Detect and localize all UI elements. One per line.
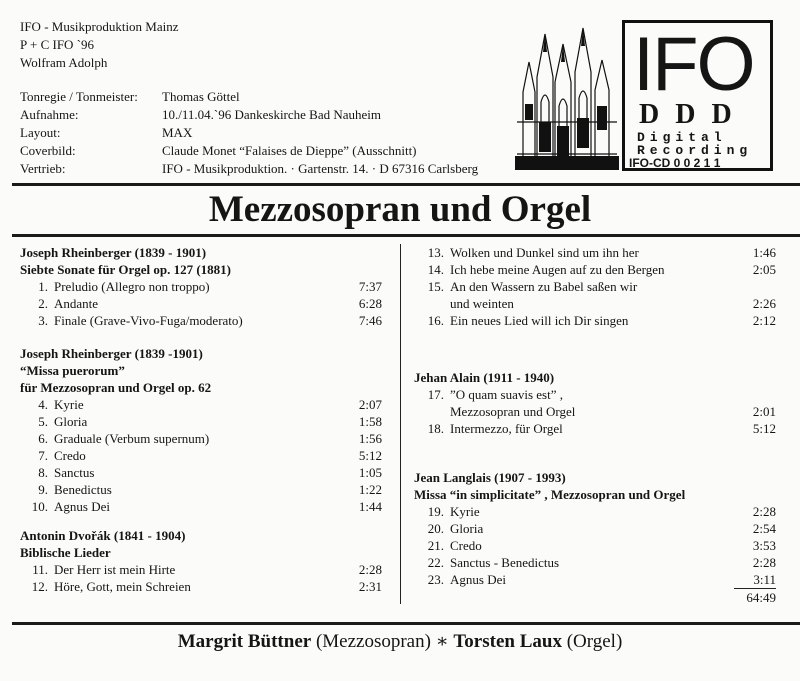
track-title: Ich hebe meine Augen auf zu den Bergen xyxy=(450,262,665,277)
track-number: 22. xyxy=(427,555,444,570)
track-title: Ein neues Lied will ich Dir singen xyxy=(450,313,629,328)
track-duration: 2:28 xyxy=(358,562,382,577)
track-row xyxy=(20,561,382,578)
credit-row xyxy=(20,160,478,178)
logo-digital: Digital xyxy=(637,130,727,145)
credit-row xyxy=(20,88,478,106)
track-duration: 2:01 xyxy=(752,404,776,419)
credit-value: MAX xyxy=(162,125,193,140)
track-duration: 6:28 xyxy=(358,296,382,311)
logo-ddd: DDD xyxy=(639,99,748,130)
track-row xyxy=(414,520,776,537)
track-number: 7. xyxy=(38,448,48,463)
credit-value: Claude Monet “Falaises de Dieppe” (Ausschnitt) xyxy=(162,143,417,158)
track-row xyxy=(414,554,776,571)
track-title: Preludio (Allegro non troppo) xyxy=(54,279,210,294)
track-title: An den Wassern zu Babel saßen wir xyxy=(450,279,638,294)
track-title: Der Herr ist mein Hirte xyxy=(54,562,176,577)
track-row xyxy=(20,578,382,595)
work-heading: Missa “in simplicitate” , Mezzosopran und Orgel xyxy=(414,487,686,502)
work-heading: Siebte Sonate für Orgel op. 127 (1881) xyxy=(20,262,231,277)
track-title: Mezzosopran und Orgel xyxy=(450,404,576,419)
track-duration: 1:58 xyxy=(358,414,382,429)
track-row xyxy=(20,481,382,498)
track-row xyxy=(20,312,382,329)
credit-value: 10./11.04.`96 Dankeskirche Bad Nauheim xyxy=(162,107,382,122)
work-heading: “Missa puerorum” xyxy=(20,363,125,378)
track-duration: 1:44 xyxy=(358,499,382,514)
total-row xyxy=(414,588,776,606)
track-number: 19. xyxy=(427,504,444,519)
track-row xyxy=(414,503,776,520)
track-title: ”O quam suavis est” , xyxy=(450,387,564,402)
performers-line xyxy=(0,630,800,654)
cathedral-illustration xyxy=(515,22,619,170)
track-duration: 1:22 xyxy=(358,482,382,497)
track-number: 3. xyxy=(38,313,48,328)
work-heading: für Mezzosopran und Orgel op. 62 xyxy=(20,380,212,395)
track-row xyxy=(414,312,776,329)
producer-line: Wolfram Adolph xyxy=(20,55,108,70)
composer-heading: Jean Langlais (1907 - 1993) xyxy=(414,470,566,485)
track-duration: 2:12 xyxy=(752,313,776,328)
track-title: Intermezzo, für Orgel xyxy=(450,421,563,436)
performer-role: (Orgel) xyxy=(566,631,623,652)
track-number: 9. xyxy=(38,482,48,497)
credit-row xyxy=(20,124,478,142)
track-number: 18. xyxy=(427,421,444,436)
label-info xyxy=(20,18,179,72)
track-duration: 3:11 xyxy=(753,572,776,587)
track-title: Kyrie xyxy=(54,397,84,412)
ifo-logo xyxy=(622,20,773,171)
track-number: 8. xyxy=(38,465,48,480)
label-line: IFO - Musikproduktion Mainz xyxy=(20,19,179,34)
track-row xyxy=(20,498,382,515)
logo-brand: IFO xyxy=(633,22,754,107)
track-title: Kyrie xyxy=(450,504,480,519)
track-row xyxy=(414,403,776,420)
track-number: 4. xyxy=(38,397,48,412)
track-number: 1. xyxy=(38,279,48,294)
asterisk-separator: ∗ xyxy=(435,631,449,652)
track-title: Wolken und Dunkel sind um ihn her xyxy=(450,245,639,260)
track-row xyxy=(414,261,776,278)
track-duration: 2:28 xyxy=(752,555,776,570)
track-title: Sanctus - Benedictus xyxy=(450,555,560,570)
credit-label: Vertrieb: xyxy=(20,161,66,176)
composer-heading: Joseph Rheinberger (1839 -1901) xyxy=(20,346,203,361)
track-title: Credo xyxy=(54,448,86,463)
track-number: 10. xyxy=(31,499,48,514)
track-row xyxy=(20,278,382,295)
track-title: Benedictus xyxy=(54,482,112,497)
copyright-line: P + C IFO `96 xyxy=(20,37,95,52)
track-number: 16. xyxy=(427,313,444,328)
track-number xyxy=(414,403,450,420)
track-title: Gloria xyxy=(54,414,88,429)
track-duration: 2:31 xyxy=(358,579,382,594)
track-duration: 2:28 xyxy=(752,504,776,519)
track-duration: 2:05 xyxy=(752,262,776,277)
track-title: Agnus Dei xyxy=(54,499,110,514)
catalog-number: IFO-CD 0 0 2 1 1 xyxy=(629,156,721,170)
credits-table xyxy=(20,88,478,178)
album-title: Mezzosopran und Orgel xyxy=(208,189,592,230)
credit-value: Thomas Göttel xyxy=(162,89,240,104)
track-row xyxy=(20,295,382,312)
composer-heading: Joseph Rheinberger (1839 - 1901) xyxy=(20,245,207,260)
track-title: Finale (Grave-Vivo-Fuga/moderato) xyxy=(54,313,243,328)
credit-label: Layout: xyxy=(20,125,61,140)
track-row xyxy=(20,447,382,464)
composer-heading: Antonin Dvořák (1841 - 1904) xyxy=(20,528,186,543)
track-title: und weinten xyxy=(450,296,514,311)
track-row xyxy=(414,295,776,312)
composer-heading: Jehan Alain (1911 - 1940) xyxy=(414,370,555,385)
credit-row xyxy=(20,142,478,160)
track-duration: 7:37 xyxy=(358,279,382,294)
track-title: Höre, Gott, mein Schreien xyxy=(54,579,191,594)
track-duration: 3:53 xyxy=(752,538,776,553)
track-number: 2. xyxy=(38,296,48,311)
track-number: 17. xyxy=(427,387,444,402)
footer-divider xyxy=(12,622,800,625)
track-title: Graduale (Verbum supernum) xyxy=(54,431,210,446)
track-title: Sanctus xyxy=(54,465,95,480)
performer-name: Margrit Büttner xyxy=(177,631,312,652)
tracklist-left xyxy=(20,244,382,595)
track-duration: 2:54 xyxy=(752,521,776,536)
track-duration: 5:12 xyxy=(358,448,382,463)
track-number: 13. xyxy=(427,245,444,260)
track-number: 11. xyxy=(32,562,48,577)
track-duration: 5:12 xyxy=(752,421,776,436)
credit-label: Coverbild: xyxy=(20,143,76,158)
credit-label: Tonregie / Tonmeister: xyxy=(20,89,138,104)
logo-recording: Recording xyxy=(637,143,753,158)
track-duration: 1:46 xyxy=(752,245,776,260)
track-row xyxy=(20,464,382,481)
track-row xyxy=(414,278,776,295)
title-divider xyxy=(12,234,800,237)
tracklist-right xyxy=(414,244,776,606)
track-number: 23. xyxy=(427,572,444,587)
track-row xyxy=(414,420,776,437)
track-row xyxy=(414,244,776,261)
track-duration: 2:07 xyxy=(358,397,382,412)
track-number: 20. xyxy=(427,521,444,536)
track-number xyxy=(414,295,450,312)
total-duration: 64:49 xyxy=(734,588,776,606)
top-divider xyxy=(12,183,800,186)
track-number: 15. xyxy=(427,279,444,294)
track-number: 14. xyxy=(427,262,444,277)
track-row xyxy=(20,396,382,413)
track-duration: 1:05 xyxy=(358,465,382,480)
column-divider xyxy=(400,244,401,604)
track-title: Credo xyxy=(450,538,482,553)
track-duration: 7:46 xyxy=(358,313,382,328)
credit-label: Aufnahme: xyxy=(20,107,79,122)
work-heading: Biblische Lieder xyxy=(20,545,111,560)
track-duration: 2:26 xyxy=(752,296,776,311)
track-number: 5. xyxy=(38,414,48,429)
track-title: Gloria xyxy=(450,521,484,536)
track-number: 6. xyxy=(38,431,48,446)
track-title: Andante xyxy=(54,296,99,311)
credit-row xyxy=(20,106,478,124)
performer-role: (Mezzosopran) xyxy=(315,631,431,652)
performer-name: Torsten Laux xyxy=(453,631,562,652)
track-duration: 1:56 xyxy=(358,431,382,446)
track-row xyxy=(414,571,776,588)
track-row xyxy=(20,430,382,447)
track-row xyxy=(20,413,382,430)
credit-value: IFO - Musikproduktion. · Gartenstr. 14. · D 67316 Carlsberg xyxy=(162,161,479,176)
track-title: Agnus Dei xyxy=(450,572,506,587)
track-number: 21. xyxy=(427,538,444,553)
track-number: 12. xyxy=(31,579,48,594)
track-row xyxy=(414,386,776,403)
track-row xyxy=(414,537,776,554)
